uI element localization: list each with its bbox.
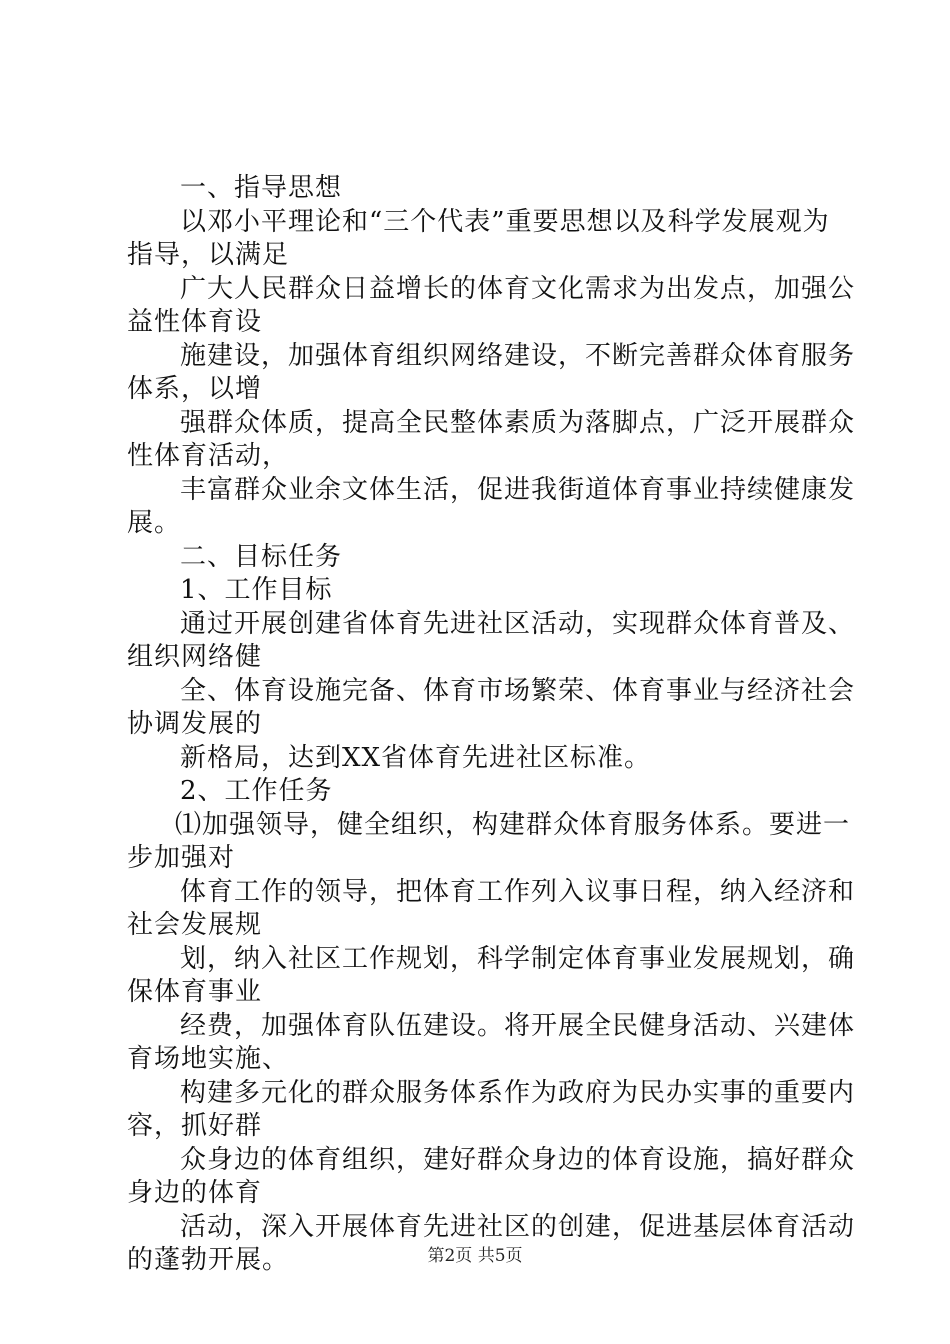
document-line: 组织网络健: [127, 642, 263, 672]
document-line: 体系，以增: [127, 374, 263, 404]
document-line: 经费，加强体育队伍建设。将开展全民健身活动、兴建体: [180, 1010, 856, 1041]
document-line: 保体育事业: [127, 977, 263, 1007]
document-line: 划，纳入社区工作规划，科学制定体育事业发展规划，确: [180, 943, 856, 974]
document-line: 协调发展的: [127, 709, 263, 739]
document-line: 丰富群众业余文体生活，促进我街道体育事业持续健康发: [180, 474, 856, 505]
document-line: 全、体育设施完备、体育市场繁荣、体育事业与经济社会: [180, 675, 856, 706]
document-line: 育场地实施、: [127, 1044, 290, 1074]
document-line: 展。: [127, 508, 182, 538]
document-line: 一、指导思想: [180, 173, 343, 203]
document-line: 益性体育设: [127, 307, 263, 337]
page-number-footer: 第2页 共5页: [427, 1246, 523, 1266]
document-line: 以邓小平理论和“三个代表”重要思想以及科学发展观为: [180, 206, 830, 237]
document-line: 体育工作的领导，把体育工作列入议事日程，纳入经济和: [180, 876, 856, 907]
document-line: 性体育活动，: [127, 441, 290, 471]
document-line: 的蓬勃开展。: [127, 1245, 290, 1275]
document-body: [127, 172, 856, 1278]
document-line: 新格局，达到XX省体育先进社区标准。: [180, 742, 652, 773]
document-line: 强群众体质，提高全民整体素质为落脚点，广泛开展群众: [180, 407, 856, 438]
document-line: 通过开展创建省体育先进社区活动，实现群众体育普及、: [180, 608, 856, 639]
document-line: 指导，以满足: [127, 240, 290, 270]
document-line: 身边的体育: [127, 1178, 263, 1208]
document-line: 广大人民群众日益增长的体育文化需求为出发点，加强公: [180, 273, 856, 304]
document-line: 构建多元化的群众服务体系作为政府为民办实事的重要内: [180, 1077, 856, 1108]
document-line: 施建设，加强体育组织网络建设，不断完善群众体育服务: [180, 340, 856, 371]
document-line: 活动，深入开展体育先进社区的创建，促进基层体育活动: [180, 1211, 856, 1242]
document-line: ⑴加强领导，健全组织，构建群众体育服务体系。要进一: [175, 809, 851, 840]
document-line: 2、工作任务: [180, 776, 333, 806]
document-line: 容，抓好群: [127, 1111, 263, 1141]
document-line: 步加强对: [127, 843, 236, 873]
document-line: 1、工作目标: [180, 575, 333, 605]
document-line: 众身边的体育组织，建好群众身边的体育设施，搞好群众: [180, 1144, 856, 1175]
document-line: 社会发展规: [127, 910, 263, 940]
document-line: 二、目标任务: [180, 541, 343, 572]
